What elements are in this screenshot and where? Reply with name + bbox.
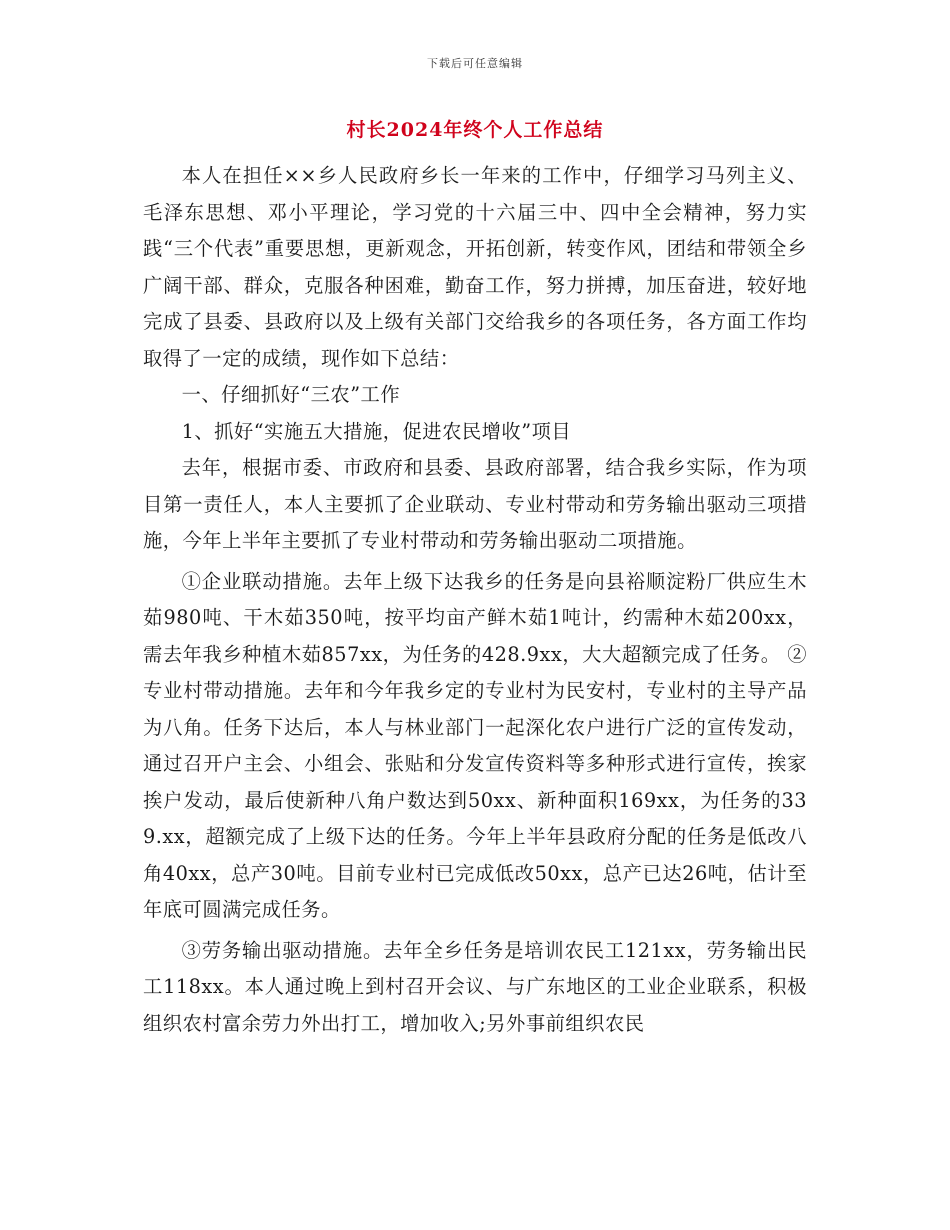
paragraph-intro: 本人在担任××乡人民政府乡长一年来的工作中，仔细学习马列主义、毛泽东思想、邓小平理论，学习党的十六届三中、四中全会精神，努力实践“三个代表”重要思想，更新观念，开拓创新，转变作风，团结和带领全乡广阔干部、群众，克服各种困难，勤奋工作，努力拼搏，加压奋进，较好地完成了县委、县政府以及上级有关部门交给我乡的各项任务，各方面工作均取得了一定的成绩，现作如下总结：: [143, 164, 807, 370]
paragraph-measures: ①企业联动措施。去年上级下达我乡的任务是向县裕顺淀粉厂供应生木茹980吨、干木茹350吨，按平均亩产鲜木茹1吨计，约需种木茹200xx，需去年我乡种植木茹857xx，为任务的428.9xx，大大超额完成了任务。 ②专业村带动措施。去年和今年我乡定的专业村为民安村，专业村的主导产品为八角。任务下达后，本人与林业部门一起深化农户进行广泛的宣传发动，通过召开户主会、小组会、张贴和分发宣传资料等多种形式进行宣传，挨家挨户发动，最后使新种八角户数达到50xx、新种面积169xx，为任务的339.xx，超额完成了上级下达的任务。今年上半年县政府分配的任务是低改八角40xx，总产30吨。目前专业村已完成低改50xx，总产已达26吨，估计至年底可圆满完成任务。: [143, 569, 807, 921]
subsection-heading: 1、抓好“实施五大措施，促进农民增收”项目: [181, 419, 572, 443]
section-heading: 一、仔细抓好“三农”工作: [181, 383, 401, 406]
paragraph-project: 去年，根据市委、市政府和县委、县政府部署，结合我乡实际，作为项目第一责任人，本人主要抓了企业联动、专业村带动和劳务输出驱动三项措施，今年上半年主要抓了专业村带动和劳务输出驱动二项措施。: [143, 456, 807, 552]
document-title: 村长2024年终个人工作总结: [346, 119, 604, 141]
header-note: 下载后可任意编辑: [427, 57, 523, 70]
document-body: [143, 158, 807, 1042]
paragraph-labor: ③劳务输出驱动措施。去年全乡任务是培训农民工121xx，劳务输出民工118xx。本人通过晚上到村召开会议、与广东地区的工业企业联系，积极组织农村富余劳力外出打工，增加收入;另外事前组织农民: [143, 938, 807, 1035]
